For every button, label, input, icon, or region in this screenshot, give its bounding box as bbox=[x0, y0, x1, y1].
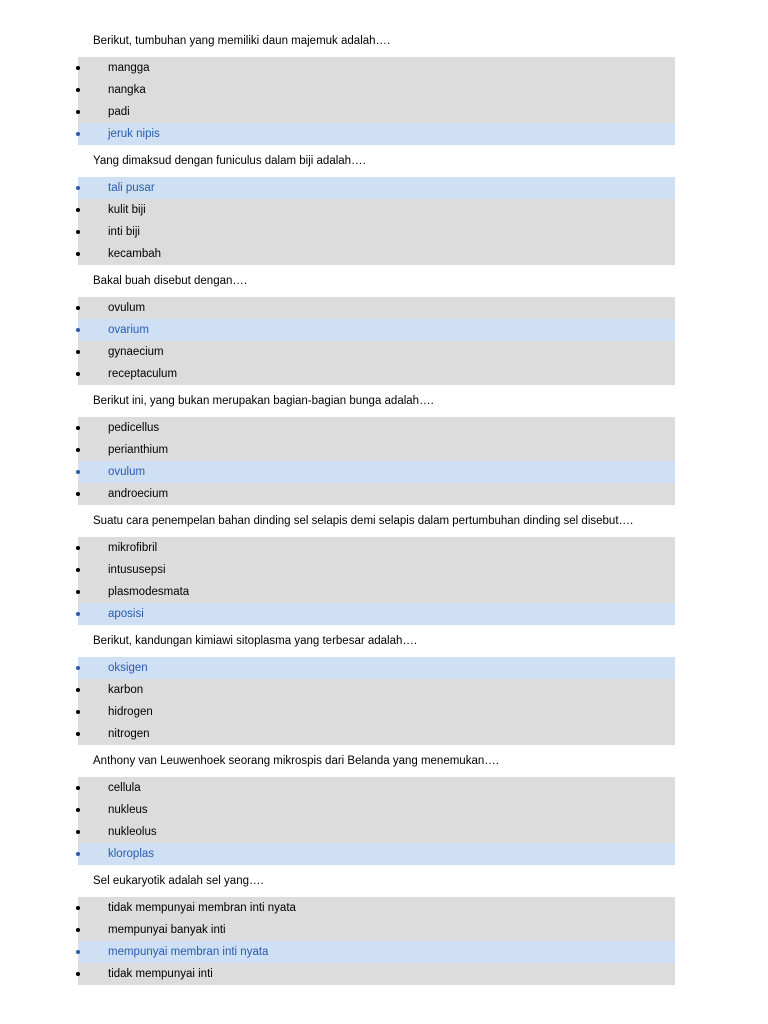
option-label: karbon bbox=[108, 684, 144, 696]
bullet-icon bbox=[76, 732, 80, 736]
option-item[interactable] bbox=[78, 897, 675, 919]
option-label: oksigen bbox=[108, 662, 148, 674]
question-text: Sel eukaryotik adalah sel yang…. bbox=[93, 875, 264, 887]
option-item[interactable] bbox=[78, 341, 675, 363]
bullet-icon bbox=[76, 710, 80, 714]
bullet-icon bbox=[76, 546, 80, 550]
option-label: mempunyai membran inti nyata bbox=[108, 946, 269, 958]
option-item[interactable] bbox=[78, 363, 675, 385]
bullet-icon bbox=[76, 252, 80, 256]
bullet-icon bbox=[76, 350, 80, 354]
option-label: nangka bbox=[108, 84, 146, 96]
option-label: nukleus bbox=[108, 804, 148, 816]
option-label: perianthium bbox=[108, 444, 169, 456]
option-item-selected[interactable] bbox=[78, 319, 675, 341]
option-list bbox=[0, 57, 768, 145]
bullet-icon bbox=[76, 66, 80, 70]
bullet-icon bbox=[76, 972, 80, 976]
option-item[interactable] bbox=[78, 821, 675, 843]
option-label: intususepsi bbox=[108, 564, 166, 576]
option-list bbox=[0, 297, 768, 385]
option-label: jeruk nipis bbox=[108, 128, 160, 140]
bullet-icon bbox=[76, 306, 80, 310]
option-item[interactable] bbox=[78, 963, 675, 985]
question-text: Berikut, tumbuhan yang memiliki daun majemuk adalah…. bbox=[93, 35, 391, 47]
option-label: nukleolus bbox=[108, 826, 157, 838]
option-item-selected[interactable] bbox=[78, 941, 675, 963]
option-label: nitrogen bbox=[108, 728, 150, 740]
option-label: tidak mempunyai membran inti nyata bbox=[108, 902, 296, 914]
option-item-selected[interactable] bbox=[78, 177, 675, 199]
bullet-icon bbox=[76, 808, 80, 812]
bullet-icon bbox=[76, 666, 80, 670]
option-label: receptaculum bbox=[108, 368, 178, 380]
option-label: mangga bbox=[108, 62, 150, 74]
option-label: mikrofibril bbox=[108, 542, 158, 554]
bullet-icon bbox=[76, 132, 80, 136]
option-list bbox=[0, 417, 768, 505]
bullet-icon bbox=[76, 568, 80, 572]
quiz-document bbox=[0, 30, 768, 990]
option-label: tali pusar bbox=[108, 182, 155, 194]
question-text: Bakal buah disebut dengan…. bbox=[93, 275, 248, 287]
option-label: kulit biji bbox=[108, 204, 146, 216]
option-label: padi bbox=[108, 106, 130, 118]
option-item-selected[interactable] bbox=[78, 657, 675, 679]
option-item[interactable] bbox=[78, 919, 675, 941]
option-item[interactable] bbox=[78, 79, 675, 101]
bullet-icon bbox=[76, 830, 80, 834]
option-label: aposisi bbox=[108, 608, 144, 620]
bullet-icon bbox=[76, 328, 80, 332]
option-label: plasmodesmata bbox=[108, 586, 190, 598]
option-label: inti biji bbox=[108, 226, 140, 238]
bullet-icon bbox=[76, 950, 80, 954]
option-item[interactable] bbox=[78, 723, 675, 745]
option-item[interactable] bbox=[78, 777, 675, 799]
bullet-icon bbox=[76, 372, 80, 376]
option-label: tidak mempunyai inti bbox=[108, 968, 213, 980]
bullet-icon bbox=[76, 208, 80, 212]
bullet-icon bbox=[76, 186, 80, 190]
option-item-selected[interactable] bbox=[78, 843, 675, 865]
option-list bbox=[0, 777, 768, 865]
bullet-icon bbox=[76, 928, 80, 932]
option-list bbox=[0, 177, 768, 265]
bullet-icon bbox=[76, 492, 80, 496]
option-label: cellula bbox=[108, 782, 141, 794]
option-item[interactable] bbox=[78, 559, 675, 581]
option-item[interactable] bbox=[78, 221, 675, 243]
option-item[interactable] bbox=[78, 243, 675, 265]
bullet-icon bbox=[76, 470, 80, 474]
option-item[interactable] bbox=[78, 581, 675, 603]
question-text: Berikut ini, yang bukan merupakan bagian-bagian bunga adalah…. bbox=[93, 395, 434, 407]
option-list bbox=[0, 657, 768, 745]
bullet-icon bbox=[76, 230, 80, 234]
option-item-selected[interactable] bbox=[78, 603, 675, 625]
option-item[interactable] bbox=[78, 417, 675, 439]
option-label: ovulum bbox=[108, 466, 146, 478]
question-text: Suatu cara penempelan bahan dinding sel selapis demi selapis dalam pertumbuhan dinding sel disebut…. bbox=[93, 515, 634, 527]
option-item[interactable] bbox=[78, 483, 675, 505]
option-label: gynaecium bbox=[108, 346, 164, 358]
option-label: mempunyai banyak inti bbox=[108, 924, 226, 936]
option-item[interactable] bbox=[78, 701, 675, 723]
option-label: androecium bbox=[108, 488, 169, 500]
option-item[interactable] bbox=[78, 297, 675, 319]
option-label: ovulum bbox=[108, 302, 146, 314]
bullet-icon bbox=[76, 786, 80, 790]
option-item-selected[interactable] bbox=[78, 123, 675, 145]
option-label: hidrogen bbox=[108, 706, 153, 718]
option-label: ovarium bbox=[108, 324, 149, 336]
question-text: Anthony van Leuwenhoek seorang mikrospis dari Belanda yang menemukan…. bbox=[93, 755, 499, 767]
bullet-icon bbox=[76, 612, 80, 616]
option-label: kecambah bbox=[108, 248, 162, 260]
option-item[interactable] bbox=[78, 57, 675, 79]
option-label: kloroplas bbox=[108, 848, 155, 860]
bullet-icon bbox=[76, 906, 80, 910]
question-text: Berikut, kandungan kimiawi sitoplasma yang terbesar adalah…. bbox=[93, 635, 418, 647]
option-item[interactable] bbox=[78, 439, 675, 461]
bullet-icon bbox=[76, 448, 80, 452]
bullet-icon bbox=[76, 426, 80, 430]
bullet-icon bbox=[76, 88, 80, 92]
question-text: Yang dimaksud dengan funiculus dalam biji adalah…. bbox=[93, 155, 366, 167]
bullet-icon bbox=[76, 852, 80, 856]
option-item-selected[interactable] bbox=[78, 461, 675, 483]
option-label: pedicellus bbox=[108, 422, 160, 434]
option-item[interactable] bbox=[78, 101, 675, 123]
option-item[interactable] bbox=[78, 679, 675, 701]
option-list bbox=[0, 537, 768, 625]
bullet-icon bbox=[76, 590, 80, 594]
option-item[interactable] bbox=[78, 799, 675, 821]
option-list bbox=[0, 897, 768, 985]
option-item[interactable] bbox=[78, 537, 675, 559]
option-item[interactable] bbox=[78, 199, 675, 221]
bullet-icon bbox=[76, 110, 80, 114]
bullet-icon bbox=[76, 688, 80, 692]
